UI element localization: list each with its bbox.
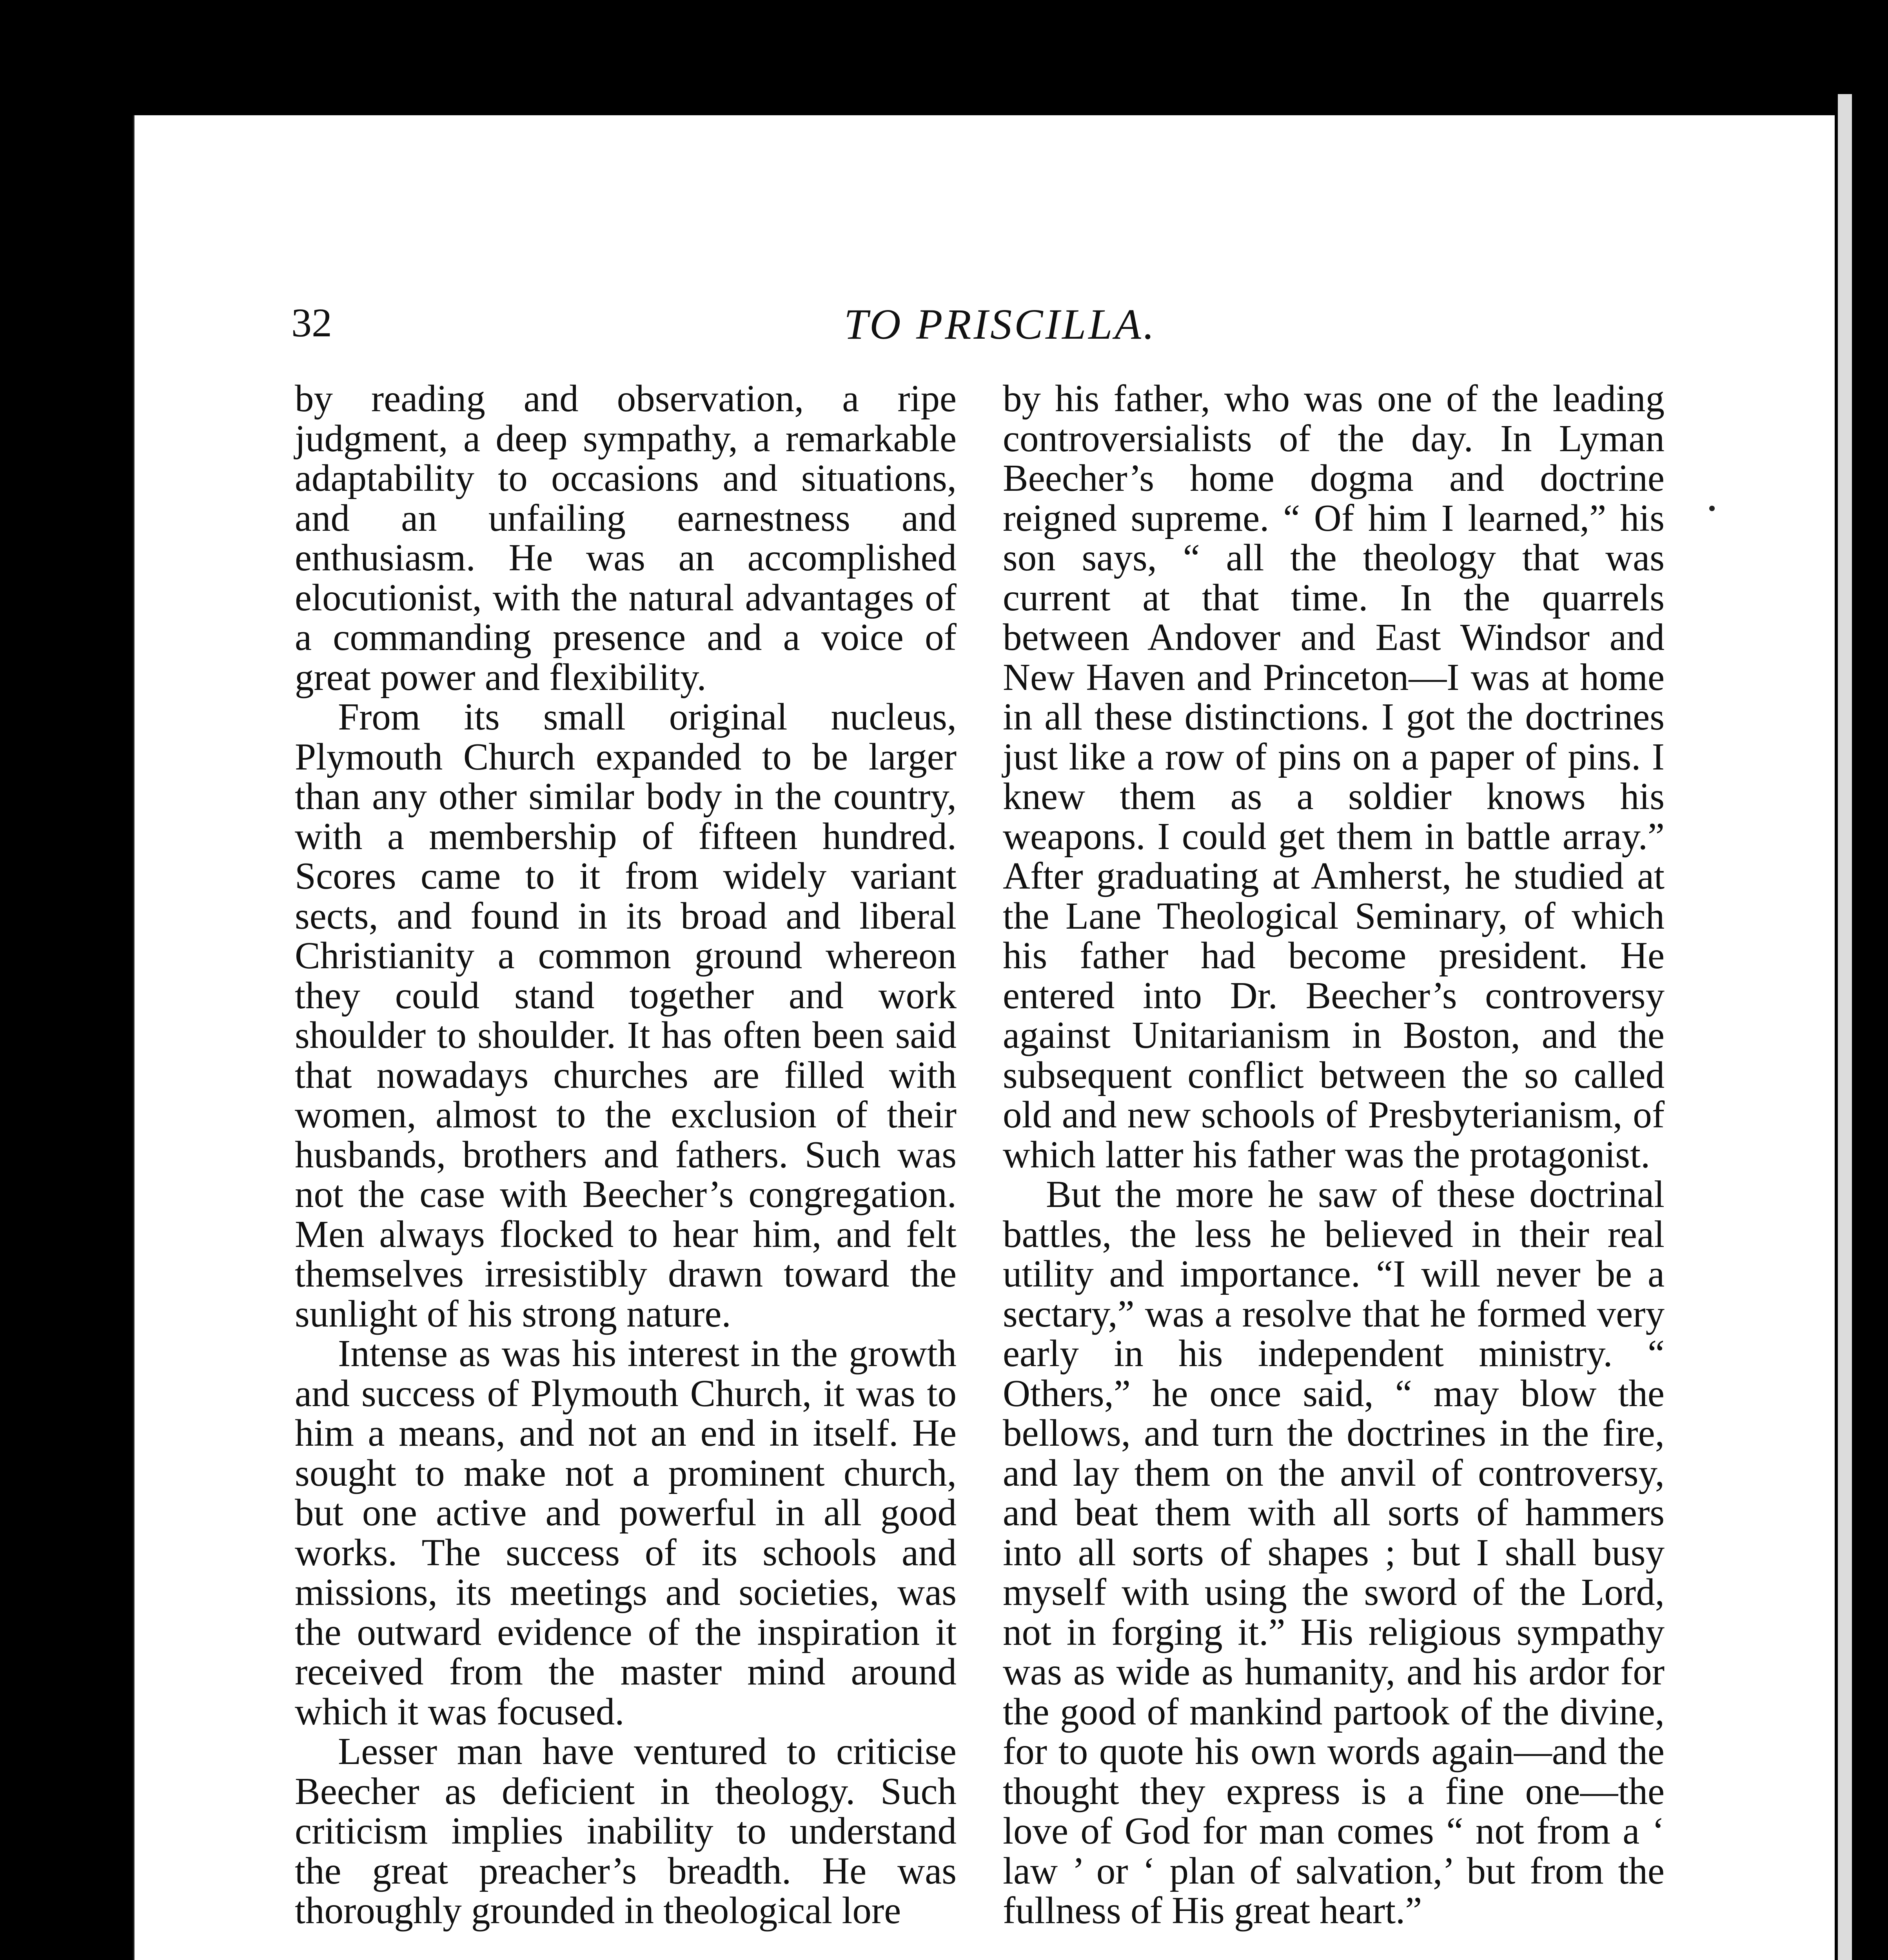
paragraph: But the more he saw of these doctrinal battles, the less he believed in their real utility and importance. “I will never be a sectary,” was a resolve that he formed very early in his independent ministry. “ Others,” he once said, “ may blow the bellows, and turn the doctrines in the fire, and lay them on the anvil of controversy, and beat them with all sorts of hammers into all sorts of shapes ; but I shall busy myself with using the sword of the Lord, not in forging it.” His religious sympathy was as wide as humanity, and his ardor for the good of mankind partook of the divine, for to quote his own words again—and the thought they express is a fine one—the love of God for man comes “ not from a ‘ law ’ or ‘ plan of salvation,’ but from the fullness of His great heart.” <box>1003 1173 1665 1931</box>
paragraph: by reading and observation, a ripe judgment, a deep sympathy, a remarkable adaptability to occasions and situations, and an unfailing earnestness and enthusiasm. He was an accomplished elocutionist, with the natural advantages of a commanding presence and a voice of great power and flexibility. <box>295 377 957 698</box>
page-header <box>134 299 1835 362</box>
article-right-column <box>1003 379 1665 1931</box>
paragraph: Intense as was his interest in the growth and success of Plymouth Church, it was to him a means, and not an end in itself. He sought to make not a prominent church, but one active and powerful in all good works. The success of its schools and missions, its meetings and societies, was the outward evidence of the inspiration it received from the master mind around which it was focused. <box>295 1332 957 1733</box>
margin-speck <box>1709 506 1715 511</box>
magazine-page <box>133 115 1835 1960</box>
paragraph: From its small original nucleus, Plymouth Church expanded to be larger than any other similar body in the country, with a membership of fifteen hundred. Scores came to it from widely variant sects, and found in its broad and liberal Christianity a common ground whereon they could stand together and work shoulder to shoulder. It has often been said that nowadays churches are filled with women, almost to the exclusion of their husbands, brothers and fathers. Such was not the case with Beecher’s congregation. Men always flocked to hear him, and felt themselves irresistibly drawn toward the sunlight of his strong nature. <box>295 696 957 1335</box>
page-number: 32 <box>291 300 332 345</box>
running-title: TO PRISCILLA. <box>844 300 1157 348</box>
paragraph: by his father, who was one of the leading controversialists of the day. In Lyman Beecher’s home dogma and doctrine reigned supreme. “ Of him I learned,” his son says, “ all the theology that was current at that time. In the quarrels between Andover and East Windsor and New Haven and Princeton—I was at home in all these distinctions. I got the doctrines just like a row of pins on a paper of pins. I knew them as a soldier knows his weapons. I could get them in battle array.” After graduating at Amherst, he studied at the Lane Theological Seminary, of which his father had become president. He entered into Dr. Beecher’s controversy against Unitarianism in Boston, and the subsequent conflict between the so called old and new schools of Presbyterianism, of which latter his father was the protagonist. <box>1003 377 1665 1176</box>
paragraph: Lesser man have ventured to criticise Beecher as deficient in theology. Such criticism implies inability to understand the great preacher’s breadth. He was thoroughly grounded in theological lore <box>295 1730 957 1931</box>
page-edge-shadow <box>1838 94 1852 1960</box>
article-left-column <box>295 379 957 1931</box>
